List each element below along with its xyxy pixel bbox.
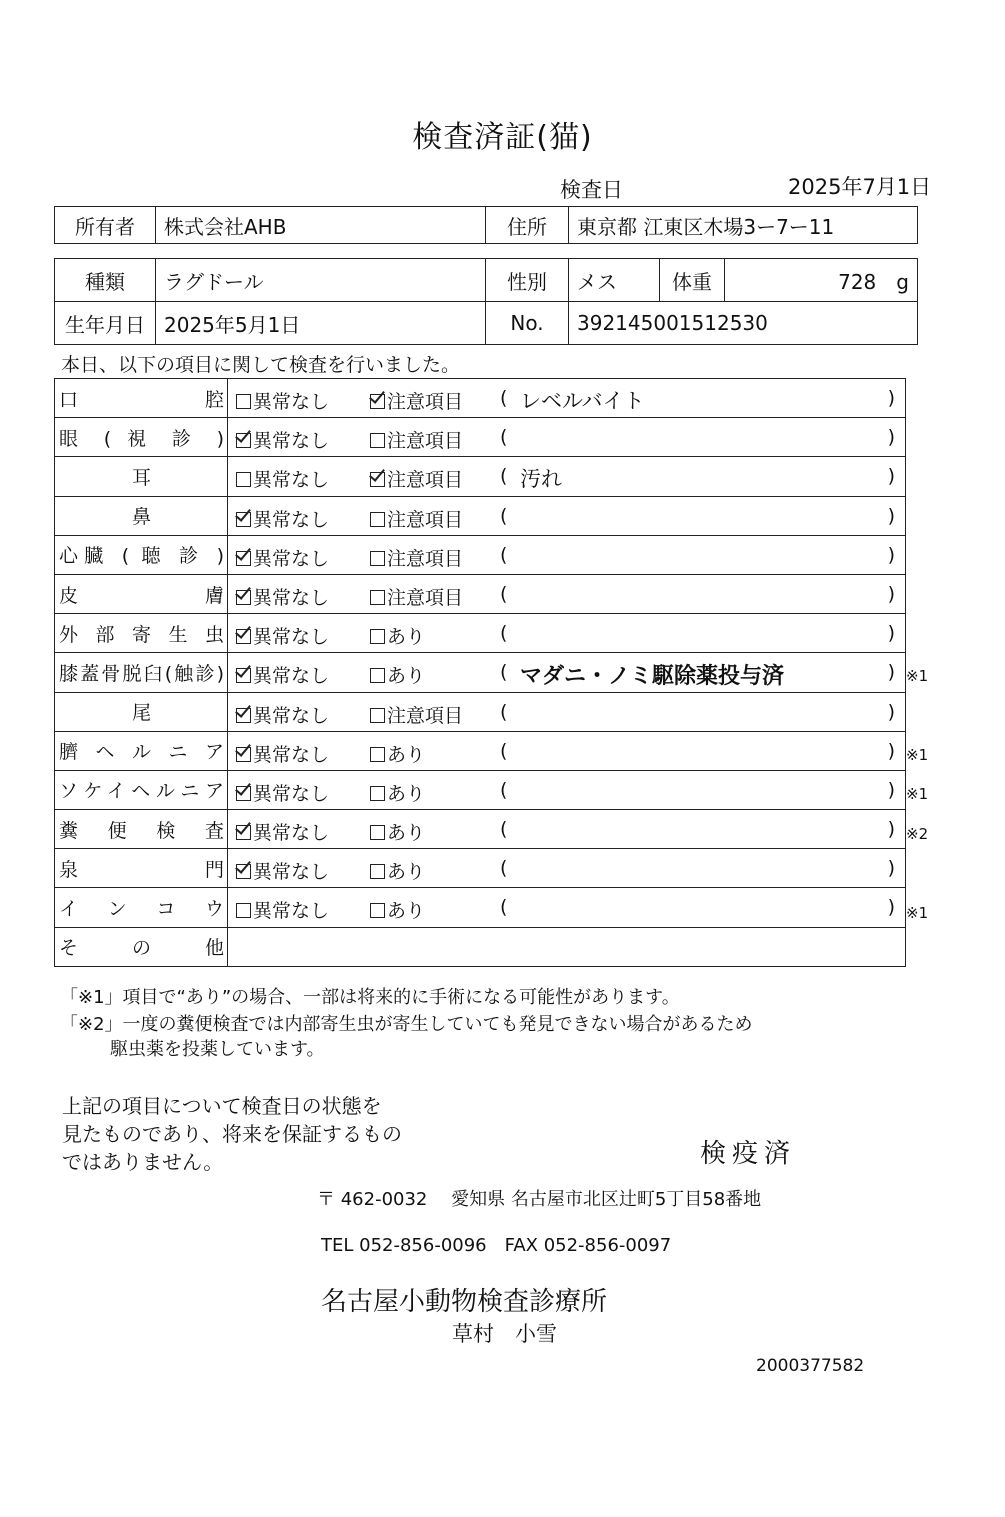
checkbox-icon xyxy=(370,747,385,762)
weight-label: 体重 xyxy=(660,259,725,302)
option-normal xyxy=(236,779,329,806)
checkbox-checked-icon xyxy=(236,590,251,605)
checkbox-checked-icon xyxy=(236,747,251,762)
exam-item-label: 膝蓋骨脱臼(触診) xyxy=(55,653,228,692)
paren-close: ) xyxy=(887,582,895,605)
owner-label: 所有者 xyxy=(55,207,156,244)
exam-row xyxy=(55,849,906,888)
exam-options xyxy=(228,614,906,653)
paren-close: ) xyxy=(887,739,895,762)
option-attention-label: 注意項目 xyxy=(387,586,464,609)
exam-item-label: 糞 便 検 査 xyxy=(55,810,228,849)
checkbox-icon xyxy=(236,903,251,918)
weight-value xyxy=(725,259,918,302)
staff-name: 草村 小雪 xyxy=(452,1322,557,1346)
option-normal xyxy=(236,544,329,571)
exam-row xyxy=(55,653,906,692)
exam-item-label: 鼻 xyxy=(55,496,228,535)
paren-open: ( xyxy=(500,622,508,645)
option-attention xyxy=(370,896,425,923)
checkbox-icon xyxy=(370,512,385,527)
option-normal xyxy=(236,505,329,532)
paren-close: ) xyxy=(887,622,895,645)
checkbox-checked-icon xyxy=(236,786,251,801)
exam-row xyxy=(55,496,906,535)
option-attention xyxy=(370,583,463,610)
exam-note: マダニ・ノミ駆除薬投与済 xyxy=(520,664,785,690)
paren-close: ) xyxy=(887,818,895,841)
weight-number: 728 xyxy=(838,269,877,294)
checkbox-checked-icon xyxy=(236,512,251,527)
paren-open: ( xyxy=(500,465,508,488)
footnote-mark: ※1 xyxy=(906,785,929,803)
exam-item-label: 耳 xyxy=(55,457,228,496)
option-normal-label: 異常なし xyxy=(253,508,330,531)
option-normal-label: 異常なし xyxy=(253,391,330,413)
document-title: 検査済証(猫) xyxy=(412,120,593,155)
owner-value: 株式会社AHB xyxy=(156,207,486,244)
exam-row xyxy=(55,457,906,496)
checkbox-checked-icon xyxy=(236,551,251,566)
footnote-mark: ※1 xyxy=(906,903,929,922)
checkbox-icon xyxy=(370,668,385,683)
paren-open: ( xyxy=(500,857,508,880)
option-normal-label: 異常なし xyxy=(253,626,330,649)
option-attention xyxy=(370,857,425,884)
option-attention xyxy=(370,740,425,767)
option-attention xyxy=(370,818,425,845)
paren-open: ( xyxy=(500,582,508,605)
option-normal-label: 異常なし xyxy=(253,782,330,805)
no-value: 392145001512530 xyxy=(569,302,918,345)
disclaimer-line-2: 見たものであり、将来を保証するもの xyxy=(62,1122,402,1146)
option-attention-label: あり xyxy=(387,861,426,884)
exam-row xyxy=(55,379,906,418)
option-normal-label: 異常なし xyxy=(253,547,330,570)
serial-number: 2000377582 xyxy=(756,1356,865,1376)
option-normal-label: 異常なし xyxy=(253,469,330,492)
paren-open: ( xyxy=(500,661,508,684)
exam-row xyxy=(55,731,906,770)
option-attention xyxy=(370,701,463,728)
checkbox-checked-icon xyxy=(236,864,251,879)
option-attention-label: 注意項目 xyxy=(387,391,464,413)
exam-options xyxy=(228,535,906,574)
checkbox-icon xyxy=(236,394,251,409)
checkbox-checked-icon xyxy=(370,472,385,487)
paren-close: ) xyxy=(887,661,895,684)
exam-options xyxy=(228,849,906,888)
option-attention xyxy=(370,465,463,492)
exam-item-label: イ ン コ ウ xyxy=(55,888,228,927)
exam-row xyxy=(55,770,906,809)
paren-open: ( xyxy=(500,700,508,723)
checkbox-checked-icon xyxy=(236,668,251,683)
option-normal xyxy=(236,465,329,492)
footnote-1: 「※1」項目で“あり”の場合、一部は将来的に手術になる可能性があります。 xyxy=(60,987,680,1008)
checkbox-icon xyxy=(370,903,385,918)
paren-close: ) xyxy=(887,543,895,566)
option-normal xyxy=(236,896,329,923)
checkbox-icon xyxy=(370,551,385,566)
option-attention xyxy=(370,622,425,649)
exam-options xyxy=(228,770,906,809)
option-attention-label: 注意項目 xyxy=(387,704,464,727)
paren-open: ( xyxy=(500,543,508,566)
footnote-2: 「※2」一度の糞便検査では内部寄生虫が寄生していても発見できない場合があるため xyxy=(60,1014,753,1035)
option-attention-label: 注意項目 xyxy=(387,469,464,492)
option-attention xyxy=(370,544,463,571)
disclaimer xyxy=(62,1092,442,1176)
paren-open: ( xyxy=(500,387,508,409)
option-normal xyxy=(236,622,329,649)
paren-open: ( xyxy=(500,504,508,527)
exam-item-label: 皮 膚 xyxy=(55,574,228,613)
checkbox-checked-icon xyxy=(236,825,251,840)
option-attention xyxy=(370,661,425,688)
checkbox-icon xyxy=(370,590,385,605)
paren-close: ) xyxy=(887,700,895,723)
paren-close: ) xyxy=(887,857,895,880)
dob-value: 2025年5月1日 xyxy=(156,302,486,345)
option-attention xyxy=(370,426,463,453)
checkbox-icon xyxy=(370,825,385,840)
paren-close: ) xyxy=(887,896,895,919)
option-attention-label: あり xyxy=(387,665,426,688)
exam-item-label-other: そ の 他 xyxy=(55,927,228,966)
option-normal xyxy=(236,740,329,767)
weight-unit: g xyxy=(896,269,909,294)
option-normal-label: 異常なし xyxy=(253,900,330,923)
intro-text: 本日、以下の項目に関して検査を行いました。 xyxy=(61,354,461,376)
checkbox-icon xyxy=(370,708,385,723)
inspection-date: 2025年7月1日 xyxy=(788,175,932,199)
disclaimer-line-3: ではありません。 xyxy=(62,1150,224,1174)
exam-options xyxy=(228,692,906,731)
checkbox-checked-icon xyxy=(370,394,385,409)
exam-options xyxy=(228,653,906,692)
exam-item-label: 尾 xyxy=(55,692,228,731)
exam-row xyxy=(55,614,906,653)
inspection-date-label: 検査日 xyxy=(560,178,623,202)
checkbox-checked-icon xyxy=(236,708,251,723)
clinic-name: 名古屋小動物検査診療所 xyxy=(321,1287,608,1317)
clinic-address: 〒 462-0032 愛知県 名古屋市北区辻町5丁目58番地 xyxy=(317,1189,762,1210)
footnote-mark: ※1 xyxy=(906,666,929,685)
exam-item-label: 心臓 ( 聴 診 ) xyxy=(55,535,228,574)
option-normal-label: 異常なし xyxy=(253,430,330,453)
exam-options-other xyxy=(228,927,906,966)
exam-row xyxy=(55,574,906,613)
checkbox-checked-icon xyxy=(236,629,251,644)
footnote-mark: ※1 xyxy=(906,745,929,764)
option-attention-label: あり xyxy=(387,626,426,649)
exam-options xyxy=(228,810,906,849)
paren-open: ( xyxy=(500,818,508,841)
checkbox-icon xyxy=(370,433,385,448)
option-attention-label: あり xyxy=(387,822,426,845)
exam-row xyxy=(55,535,906,574)
owner-table xyxy=(54,206,918,244)
checkbox-icon xyxy=(370,864,385,879)
sex-label: 性別 xyxy=(486,259,569,302)
option-attention-label: 注意項目 xyxy=(387,508,464,531)
option-attention-label: あり xyxy=(387,900,426,923)
exam-item-label: 臍 ヘ ル ニ ア xyxy=(55,731,228,770)
address-value: 東京都 江東区木場3ー7ー11 xyxy=(569,207,918,244)
paren-open: ( xyxy=(500,426,508,449)
option-normal xyxy=(236,857,329,884)
option-normal-label: 異常なし xyxy=(253,743,330,766)
option-normal xyxy=(236,701,329,728)
exam-options xyxy=(228,731,906,770)
option-attention-label: 注意項目 xyxy=(387,430,464,453)
option-attention xyxy=(370,505,463,532)
exam-note: レベルバイト xyxy=(520,389,645,413)
option-attention-label: あり xyxy=(387,782,426,805)
exam-item-label: 口 腔 xyxy=(55,379,228,418)
sex-value: メス xyxy=(569,259,660,302)
exam-item-label: 眼 ( 視 診 ) xyxy=(55,418,228,457)
quarantine-stamp: 検疫済 xyxy=(700,1139,797,1169)
option-normal xyxy=(236,426,329,453)
option-normal-label: 異常なし xyxy=(253,586,330,609)
footnote-3: 駆虫薬を投薬しています。 xyxy=(110,1039,325,1060)
exam-row xyxy=(55,418,906,457)
breed-value: ラグドール xyxy=(156,259,486,302)
no-label: No. xyxy=(486,302,569,345)
option-normal xyxy=(236,583,329,610)
disclaimer-line-1: 上記の項目について検査日の状態を xyxy=(62,1094,382,1118)
exam-item-label: 外 部 寄 生 虫 xyxy=(55,614,228,653)
exam-options xyxy=(228,496,906,535)
option-attention-label: 注意項目 xyxy=(387,547,464,570)
option-normal-label: 異常なし xyxy=(253,665,330,688)
paren-open: ( xyxy=(500,739,508,762)
exam-item-label: 泉 門 xyxy=(55,849,228,888)
exam-row-other xyxy=(55,927,906,966)
paren-close: ) xyxy=(887,504,895,527)
paren-open: ( xyxy=(500,778,508,801)
exam-row xyxy=(55,692,906,731)
checkbox-icon xyxy=(370,629,385,644)
exam-options xyxy=(228,574,906,613)
exam-options xyxy=(228,457,906,496)
animal-table xyxy=(54,258,918,345)
exam-options xyxy=(228,888,906,927)
paren-close: ) xyxy=(887,465,895,488)
paren-close: ) xyxy=(887,387,895,409)
address-label: 住所 xyxy=(486,207,569,244)
option-attention xyxy=(370,387,463,414)
option-normal xyxy=(236,661,329,688)
exam-options xyxy=(228,379,906,418)
clinic-phone: TEL 052-856-0096 FAX 052-856-0097 xyxy=(321,1235,672,1256)
exam-row xyxy=(55,888,906,927)
option-attention xyxy=(370,779,425,806)
checkbox-icon xyxy=(236,472,251,487)
checkbox-icon xyxy=(370,786,385,801)
option-normal-label: 異常なし xyxy=(253,861,330,884)
exam-row xyxy=(55,810,906,849)
exam-options xyxy=(228,418,906,457)
option-normal-label: 異常なし xyxy=(253,704,330,727)
paren-open: ( xyxy=(500,896,508,919)
exam-note: 汚れ xyxy=(520,467,562,492)
option-normal xyxy=(236,818,329,845)
footnote-mark: ※2 xyxy=(906,824,929,843)
paren-close: ) xyxy=(887,426,895,449)
option-attention-label: あり xyxy=(387,743,426,766)
exam-table xyxy=(54,378,906,967)
exam-item-label: ソケイヘルニア xyxy=(55,770,228,809)
breed-label: 種類 xyxy=(55,259,156,302)
option-normal xyxy=(236,387,329,414)
option-normal-label: 異常なし xyxy=(253,822,330,845)
checkbox-checked-icon xyxy=(236,433,251,448)
dob-label: 生年月日 xyxy=(55,302,156,345)
paren-close: ) xyxy=(887,778,895,801)
